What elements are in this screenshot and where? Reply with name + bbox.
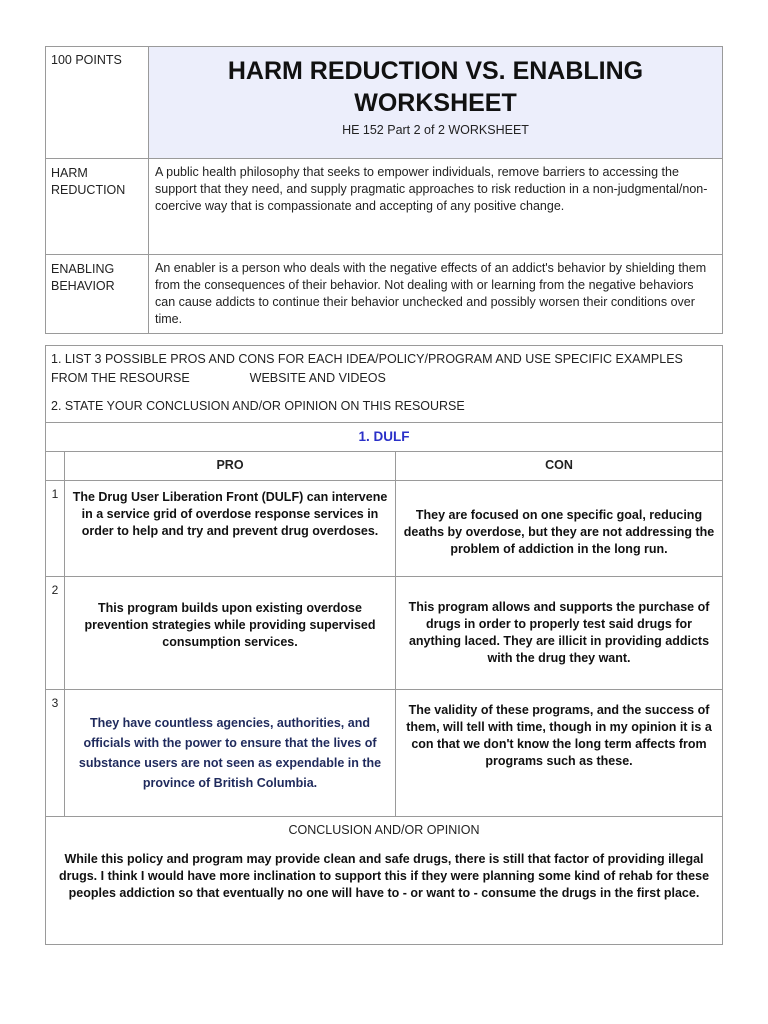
table-row — [46, 481, 723, 577]
row-number: 3 — [46, 690, 65, 817]
points-label: 100 POINTS — [46, 47, 149, 159]
row-number: 1 — [46, 481, 65, 577]
conclusion-text: While this policy and program may provide clean and safe drugs, there is still that factor of providing illegal drugs. I think I would have more inclination to support this if they were planning some kind of rehab for these peoples addiction so that eventually no one will have to - or want to - consume the drugs in the first place. — [58, 852, 710, 900]
page-subtitle: HE 152 Part 2 of 2 WORKSHEET — [342, 123, 529, 137]
conclusion-header: CONCLUSION AND/OR OPINION — [288, 823, 480, 837]
definition-enabling-behavior: An enabler is a person who deals with the negative effects of an addict's behavior by shielding them from the consequences of their behavior. Not dealing with or learning from the negative behaviors can cause addicts to continue their behavior unchecked and possibly worsen their conditions over time. — [149, 255, 723, 334]
header-blank — [46, 452, 65, 481]
pro-header: PRO — [65, 452, 396, 481]
pro-item: This program builds upon existing overdose prevention strategies while providing supervised consumption services. — [84, 600, 376, 649]
definition-harm-reduction: A public health philosophy that seeks to empower individuals, remove barriers to accessing the support that they need, and supply pragmatic approaches to risk reduction in a non-judgmental/non-coercive way that is compassionate and accepting of any positive change. — [149, 159, 723, 255]
con-item: They are focused on one specific goal, reducing deaths by overdose, but they are not addressing the problem of addiction in the long run. — [403, 508, 715, 556]
term-enabling-behavior: ENABLING BEHAVIOR — [46, 255, 149, 334]
title-block — [149, 47, 723, 159]
pro-item: The Drug User Liberation Front (DULF) can intervene in a service grid of overdose response services in order to help and try and prevent drug overdoses. — [72, 490, 388, 538]
table-row — [46, 690, 723, 817]
table-row — [46, 577, 723, 690]
page-title: HARM REDUCTION VS. ENABLING WORKSHEET — [227, 57, 644, 117]
instruction-1: 1. LIST 3 POSSIBLE PROS AND CONS FOR EACH IDEA/POLICY/PROGRAM AND USE SPECIFIC EXAMPLES FROM THE RESOURSE — [51, 352, 683, 385]
con-item: This program allows and supports the purchase of drugs in order to properly test said drugs for anything laced. They are illicit in providing addicts with the drug they want. — [408, 600, 710, 665]
con-header: CON — [396, 452, 723, 481]
header-table — [45, 46, 723, 334]
instruction-2: 2. STATE YOUR CONCLUSION AND/OR OPINION ON THIS RESOURSE — [51, 399, 465, 413]
term-harm-reduction: HARM REDUCTION — [46, 159, 149, 255]
pro-item: They have countless agencies, authorities, and officials with the power to ensure that the lives of substance users are not seen as expendable in the province of British Columbia. — [78, 716, 382, 790]
instructions — [46, 346, 723, 423]
pros-cons-table — [45, 345, 723, 945]
conclusion-block — [46, 817, 723, 945]
row-number: 2 — [46, 577, 65, 690]
instruction-1-suffix: WEBSITE AND VIDEOS — [249, 371, 386, 385]
con-item: The validity of these programs, and the success of them, will tell with time, though in my opinion it is a con that we don't know the long term affects from programs such as these. — [406, 703, 712, 768]
section-title: 1. DULF — [46, 423, 723, 452]
